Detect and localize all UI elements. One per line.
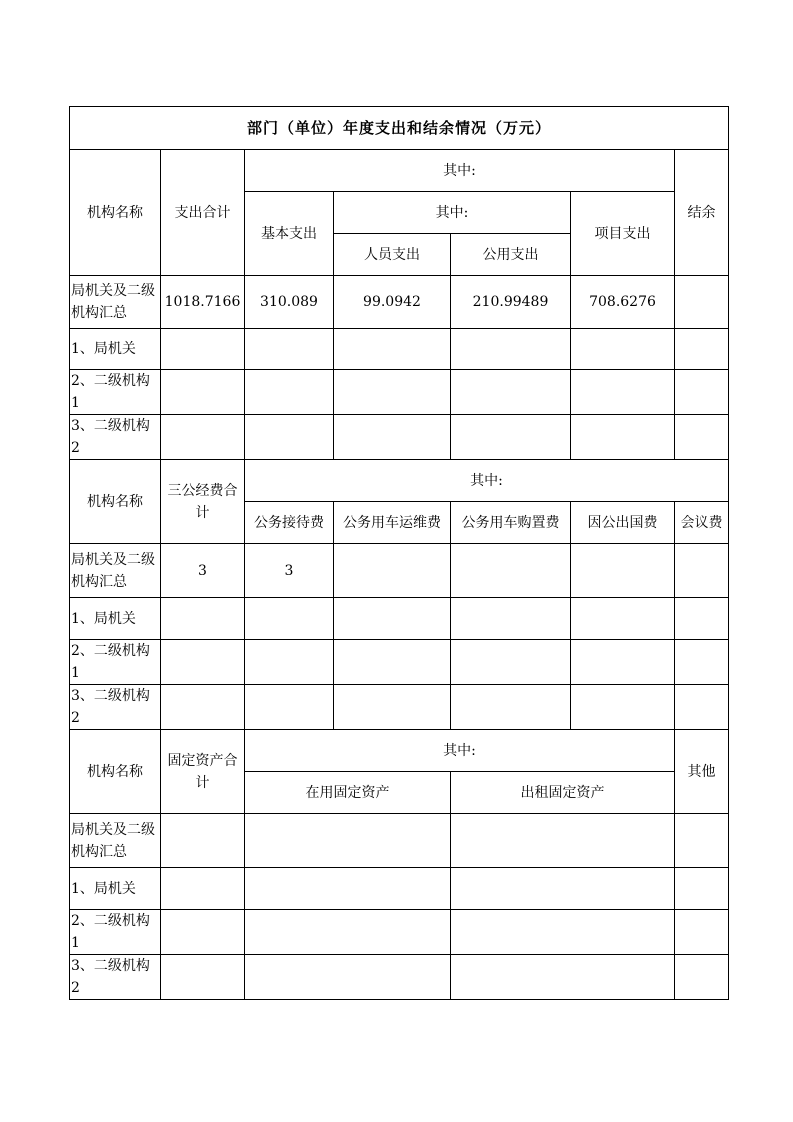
cell-vehicle-purchase [451,544,571,598]
cell-total [161,415,245,460]
s3-org-name-header: 机构名称 [70,730,161,814]
cell-project [571,370,675,415]
row-label: 局机关及二级机构汇总 [70,544,161,598]
s2-vehicle-purchase-header: 公务用车购置费 [451,502,571,544]
cell-public: 210.99489 [451,276,571,329]
cell-meeting [675,598,729,640]
s1-org-name-header: 机构名称 [70,150,161,276]
table-row [70,598,729,640]
cell-abroad [571,598,675,640]
cell-total [161,329,245,370]
cell-reception [245,640,334,685]
row-label: 2、二级机构 1 [70,910,161,955]
s3-of-which-header: 其中: [245,730,675,772]
cell-balance [675,370,729,415]
row-label: 3、二级机构 2 [70,415,161,460]
cell-total [161,910,245,955]
cell-reception [245,598,334,640]
cell-balance [675,415,729,460]
cell-vehicle-ops [334,598,451,640]
cell-in-use [245,868,451,910]
cell-basic: 310.089 [245,276,334,329]
table-row [70,868,729,910]
s3-rented-header: 出租固定资产 [451,772,675,814]
s2-reception-header: 公务接待费 [245,502,334,544]
cell-basic [245,370,334,415]
cell-in-use [245,955,451,1000]
cell-rented [451,910,675,955]
row-label: 1、局机关 [70,868,161,910]
table-row [70,640,729,685]
cell-total [161,814,245,868]
cell-personnel: 99.0942 [334,276,451,329]
cell-in-use [245,814,451,868]
s1-basic-header: 基本支出 [245,192,334,276]
row-label: 局机关及二级机构汇总 [70,276,161,329]
s2-meeting-header: 会议费 [675,502,729,544]
cell-reception: 3 [245,544,334,598]
cell-abroad [571,544,675,598]
row-label: 3、二级机构 2 [70,955,161,1000]
cell-project: 708.6276 [571,276,675,329]
cell-in-use [245,910,451,955]
cell-other [675,814,729,868]
cell-vehicle-ops [334,640,451,685]
cell-personnel [334,370,451,415]
cell-balance [675,276,729,329]
table-row [70,814,729,868]
cell-vehicle-ops [334,544,451,598]
cell-reception [245,685,334,730]
cell-abroad [571,685,675,730]
cell-abroad [571,640,675,685]
table-row [70,910,729,955]
cell-meeting [675,685,729,730]
row-label: 1、局机关 [70,329,161,370]
cell-personnel [334,415,451,460]
s2-of-which-header: 其中: [245,460,729,502]
s2-total-header: 三公经费合计 [161,460,245,544]
row-label: 局机关及二级机构汇总 [70,814,161,868]
cell-basic [245,329,334,370]
s1-total-header: 支出合计 [161,150,245,276]
s3-total-header: 固定资产合计 [161,730,245,814]
table-title: 部门（单位）年度支出和结余情况（万元） [70,107,729,150]
cell-total [161,685,245,730]
cell-total: 1018.7166 [161,276,245,329]
cell-vehicle-ops [334,685,451,730]
cell-rented [451,868,675,910]
cell-total [161,598,245,640]
cell-public [451,329,571,370]
table-row [70,329,729,370]
cell-vehicle-purchase [451,640,571,685]
s1-of-which-2-header: 其中: [334,192,571,234]
row-label: 2、二级机构 1 [70,640,161,685]
cell-basic [245,415,334,460]
row-label: 3、二级机构 2 [70,685,161,730]
cell-rented [451,955,675,1000]
cell-vehicle-purchase [451,598,571,640]
s1-personnel-header: 人员支出 [334,234,451,276]
s2-vehicle-ops-header: 公务用车运维费 [334,502,451,544]
cell-total [161,868,245,910]
cell-personnel [334,329,451,370]
table-row [70,544,729,598]
s1-of-which-header: 其中: [245,150,675,192]
table-row [70,370,729,415]
cell-rented [451,814,675,868]
s3-in-use-header: 在用固定资产 [245,772,451,814]
expenditure-table [69,106,729,1000]
cell-other [675,868,729,910]
cell-project [571,415,675,460]
s2-abroad-header: 因公出国费 [571,502,675,544]
s2-org-name-header: 机构名称 [70,460,161,544]
cell-vehicle-purchase [451,685,571,730]
cell-meeting [675,544,729,598]
table-row [70,415,729,460]
cell-public [451,370,571,415]
cell-meeting [675,640,729,685]
cell-balance [675,329,729,370]
table-row [70,276,729,329]
cell-public [451,415,571,460]
cell-total [161,640,245,685]
cell-total: 3 [161,544,245,598]
s3-other-header: 其他 [675,730,729,814]
row-label: 2、二级机构 1 [70,370,161,415]
table-row [70,955,729,1000]
cell-total [161,955,245,1000]
cell-other [675,955,729,1000]
cell-total [161,370,245,415]
s1-balance-header: 结余 [675,150,729,276]
row-label: 1、局机关 [70,598,161,640]
cell-other [675,910,729,955]
s1-project-header: 项目支出 [571,192,675,276]
table-row [70,685,729,730]
cell-project [571,329,675,370]
s1-public-header: 公用支出 [451,234,571,276]
